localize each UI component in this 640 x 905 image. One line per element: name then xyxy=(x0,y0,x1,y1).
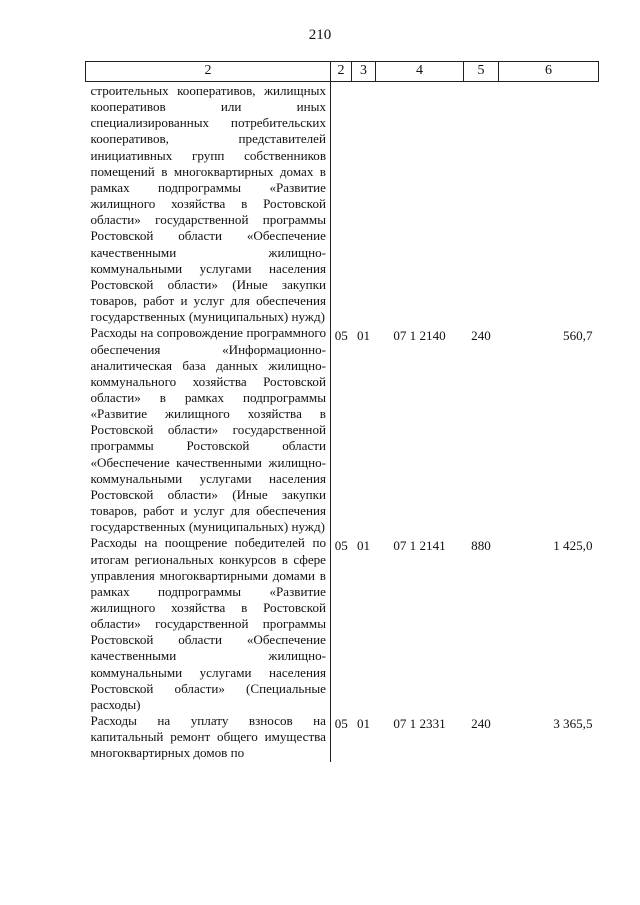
row-subsection: 01 xyxy=(356,328,371,344)
row-target-article: 07 1 2140 xyxy=(393,328,446,344)
row-subsection: 01 xyxy=(356,538,371,554)
row-target-article: 07 1 2141 xyxy=(393,538,446,554)
row-section xyxy=(331,82,352,326)
row-amount xyxy=(499,82,599,326)
row-section: 05 xyxy=(334,328,348,344)
row-section: 05 xyxy=(334,716,348,732)
row-description: строительных кооперативов, жилищных кооперативов или иных специализированных потребительских кооперативов, представителей инициативных групп собственников помещений в многоквартирных домах в рамках подпрограммы «Развитие жилищного хозяйства в Ростовской области» государственной программы Ростовской области «Обеспечение качественными жилищно-коммунальными услугами населения Ростовской области» (Иные закупки товаров, работ и услуг для обеспечения государственных (муниципальных) нужд) xyxy=(86,82,331,326)
row-subsection xyxy=(352,82,376,326)
row-section: 05 xyxy=(334,538,348,554)
row-amount: 3 365,5 xyxy=(553,716,593,732)
column-header-description: 2 xyxy=(86,62,331,82)
column-header-target-article: 4 xyxy=(376,62,464,82)
column-header-section: 2 xyxy=(331,62,352,82)
row-amount: 1 425,0 xyxy=(553,538,593,554)
row-expense-type: 240 xyxy=(471,328,491,344)
row-expense-type: 240 xyxy=(471,716,491,732)
row-expense-type xyxy=(464,82,499,326)
table-row xyxy=(86,713,599,761)
row-expense-type: 880 xyxy=(471,538,491,554)
row-description: Расходы на уплату взносов на капитальный ремонт общего имущества многоквартирных домов по xyxy=(86,713,331,761)
budget-table xyxy=(85,61,599,762)
column-header-amount: 6 xyxy=(499,62,599,82)
page-number: 210 xyxy=(308,27,332,43)
row-amount: 560,7 xyxy=(563,328,593,344)
row-description: Расходы на поощрение победителей по итогам региональных конкурсов в сфере управления многоквартирными домами в рамках подпрограммы «Развитие жилищного хозяйства в Ростовской области» государственной программы Ростовской области «Обеспечение качественными жилищно-коммунальными услугами населения Ростовской области» (Специальные расходы) xyxy=(86,535,331,713)
column-header-subsection: 3 xyxy=(352,62,376,82)
table-header-row xyxy=(86,62,599,82)
row-target-article: 07 1 2331 xyxy=(393,716,446,732)
table-row xyxy=(86,535,599,713)
row-target-article xyxy=(376,82,464,326)
table-row xyxy=(86,325,599,535)
column-header-expense-type: 5 xyxy=(464,62,499,82)
table-row xyxy=(86,82,599,326)
row-subsection: 01 xyxy=(356,716,371,732)
row-description: Расходы на сопровождение программного обеспечения «Информационно-аналитическая база данных жилищно-коммунального хозяйства Ростовской области» в рамках подпрограммы «Развитие жилищного хозяйства в Ростовской области» государственной программы Ростовской области «Обеспечение качественными жилищно-коммунальными услугами населения Ростовской области» (Иные закупки товаров, работ и услуг для обеспечения государственных (муниципальных) нужд) xyxy=(86,325,331,535)
